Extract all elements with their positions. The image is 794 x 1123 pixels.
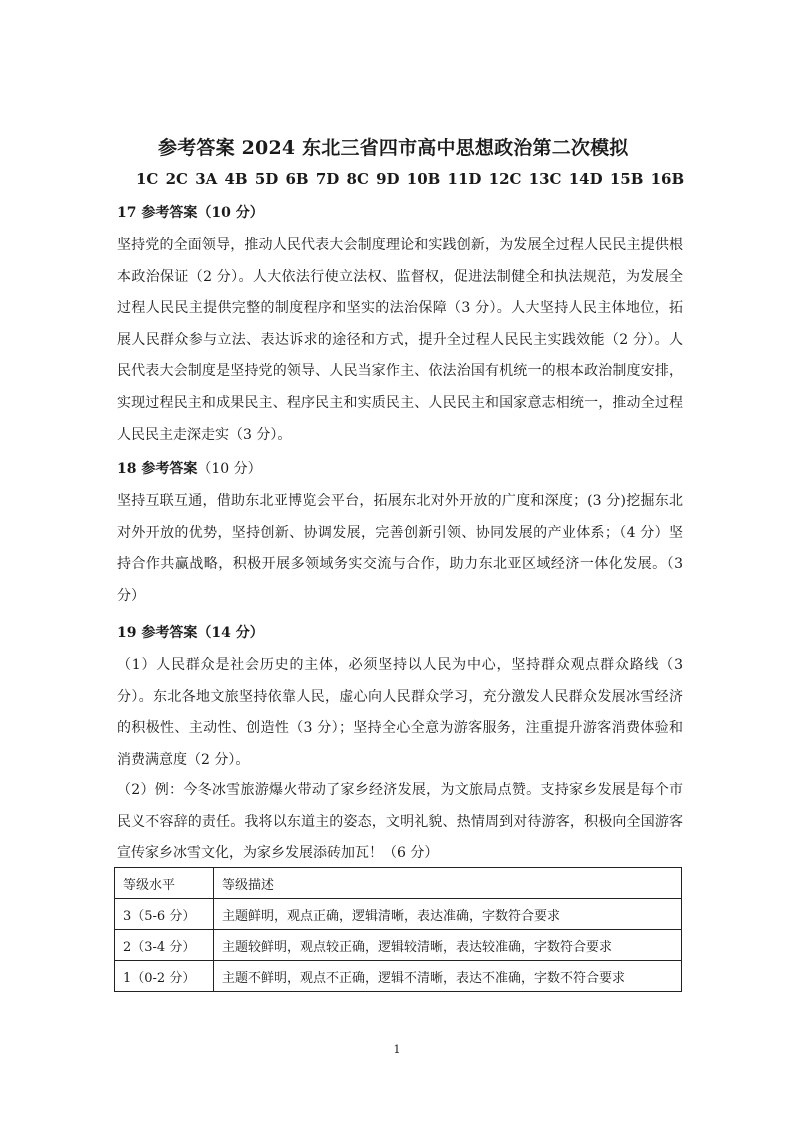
table-cell: 主题鲜明，观点正确，逻辑清晰，表达准确，字数符合要求 <box>214 899 682 930</box>
table-cell: 3（5-6 分） <box>115 899 214 930</box>
choice-answers: 1C 2C 3A 4B 5D 6B 7D 8C 9D 10B 11D 12C 13C 14D 15B 16B <box>136 170 685 188</box>
page-title: 参考答案 2024 东北三省四市高中思想政治第二次模拟 <box>158 137 629 159</box>
q19-heading: 19 参考答案（14 分） <box>117 625 264 641</box>
table-header-cell: 等级描述 <box>214 868 682 899</box>
page-number: 1 <box>393 1043 401 1056</box>
table-header-cell: 等级水平 <box>115 868 214 899</box>
q18-heading-row <box>117 458 262 478</box>
table-header-row <box>115 868 682 899</box>
table-cell: 主题较鲜明，观点较正确，逻辑较清晰，表达较准确，字数符合要求 <box>214 930 682 961</box>
q18-answer: 坚持互联互通，借助东北亚博览会平台，拓展东北对外开放的广度和深度；(3 分)挖掘东北对外开放的优势，坚持创新、协调发展，完善创新引领、协同发展的产业体系；（4 分）坚持合作共赢战略，积极开展多领域务实交流与合作，助力东北亚区域经济一体化发展。（3 分） <box>117 493 683 604</box>
q19-part1: （1）人民群众是社会历史的主体，必须坚持以人民为中心，坚持群众观点群众路线（3 分）。东北各地文旅坚持依靠人民，虚心向人民群众学习，充分激发人民群众发展冰雪经济的积极性、主动性、创造性（3 分）；坚持全心全意为游客服务，注重提升游客消费体验和消费满意度（2 分）。 <box>117 657 683 768</box>
table-cell: 1（0-2 分） <box>115 961 214 992</box>
table-row <box>115 961 682 992</box>
table-row <box>115 899 682 930</box>
q19-part2: （2）例：今冬冰雪旅游爆火带动了家乡经济发展，为文旅局点赞。支持家乡发展是每个市民义不容辞的责任。我将以东道主的姿态，文明礼貌、热情周到对待游客，积极向全国游客宣传家乡冰雪文化，为家乡发展添砖加瓦！（6 分） <box>117 782 683 862</box>
table-cell: 2（3-4 分） <box>115 930 214 961</box>
grading-rubric-table <box>114 867 682 992</box>
q18-heading: 18 参考答案 <box>117 461 198 477</box>
table-row <box>115 930 682 961</box>
q17-heading: 17 参考答案（10 分） <box>117 205 264 221</box>
q17-answer: 坚持党的全面领导，推动人民代表大会制度理论和实践创新，为发展全过程人民民主提供根本政治保证（2 分）。人大依法行使立法权、监督权，促进法制健全和执法规范，为发展全过程人民民主提供完整的制度程序和坚实的法治保障（3 分）。人大坚持人民主体地位，拓展人民群众参与立法、表达诉求的途径和方式，提升全过程人民民主实践效能（2 分）。人民代表大会制度是坚持党的领导、人民当家作主、依法治国有机统一的根本政治制度安排，实现过程民主和成果民主、程序民主和实质民主、人民民主和国家意志相统一，推动全过程人民民主走深走实（3 分）。 <box>117 237 683 443</box>
q18-points: （10 分） <box>197 461 262 477</box>
table-cell: 主题不鲜明，观点不正确，逻辑不清晰，表达不准确，字数不符合要求 <box>214 961 682 992</box>
